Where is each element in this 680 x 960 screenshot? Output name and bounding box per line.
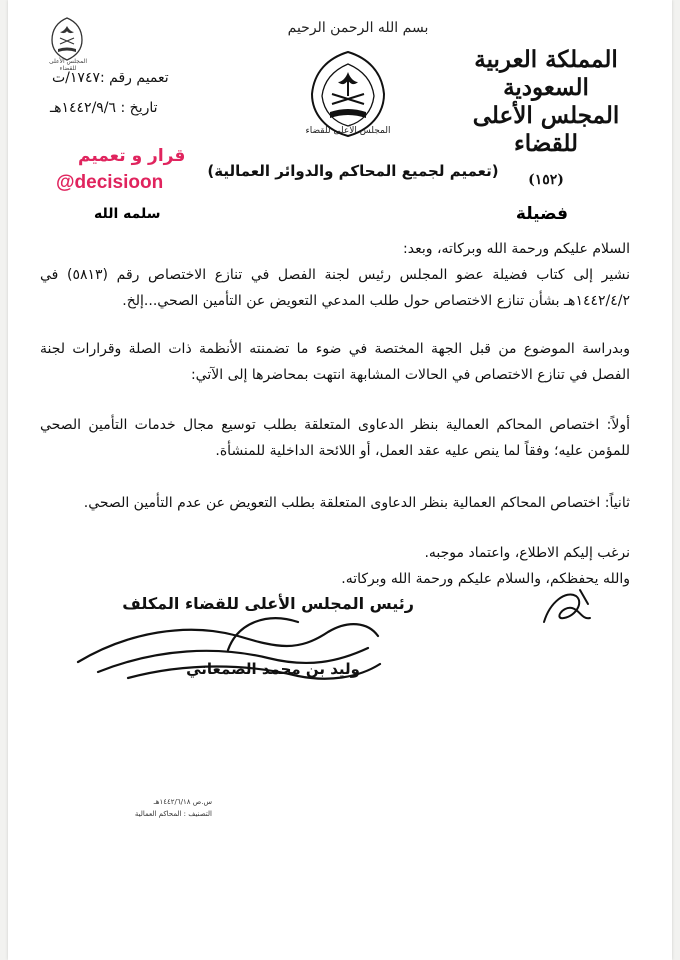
signatory-name: وليد بن محمد الصمعاني <box>186 660 360 678</box>
reference-number: (١٥٢) <box>528 172 564 188</box>
footer-ref: س.ص ١٤٤٢/٦/١٨هـ <box>153 798 212 806</box>
initials-mark <box>536 582 596 632</box>
watermark-title: قرار و تعميم <box>78 146 186 166</box>
emblem-caption: المجلس الأعلى للقضاء <box>305 126 391 136</box>
circular-date: تاريخ : ١٤٤٢/٩/٦هـ <box>50 100 158 116</box>
small-emblem-icon <box>48 16 86 62</box>
item-first: أولاً: اختصاص المحاكم العمالية بنظر الدعاوى المتعلقة بطلب توسيع مجال خدمات التأمين الصحي للمؤمن عليه؛ وفقاً لما ينص عليه عقد العمل، أو اللائحة الداخلية للمنشأة. <box>40 417 630 459</box>
greeting: السلام عليكم ورحمة الله وبركاته، وبعد: <box>403 241 630 257</box>
closing-greeting: والله يحفظكم، والسلام عليكم ورحمة الله وبركاته. <box>341 571 630 587</box>
honorific: فضيلة <box>515 204 568 224</box>
footer-notes <box>52 796 212 820</box>
circular-number: تعميم رقم :١٧٤٧/ت <box>52 70 169 86</box>
circular-heading: (تعميم لجميع المحاكم والدوائر العمالية) <box>207 162 499 180</box>
closing-request: نرغب إليكم الاطلاع، واعتماد موجبه. <box>424 545 630 561</box>
item-second: ثانياً: اختصاص المحاكم العمالية بنظر الدعاوى المتعلقة بطلب التعويض عن عدم التأمين الصحي. <box>83 495 630 511</box>
small-emblem-caption: المجلس الأعلى للقضاء <box>48 58 88 72</box>
paragraph-reference: نشير إلى كتاب فضيلة عضو المجلس رئيس لجنة الفصل في تنازع الاختصاص رقم (٥٨١٣) في ١٤٤٢/٤/٢هـ بشأن تنازع الاختصاص حول طلب المدعي التعويض عن التأمين الصحي...إلخ. <box>40 267 630 309</box>
document-page <box>8 0 672 960</box>
kingdom-name: المملكة العربية السعودية <box>474 46 618 101</box>
blessing: سلمه الله <box>94 206 161 222</box>
paragraph-study: وبدراسة الموضوع من قبل الجهة المختصة في ضوء ما تضمنته الأنظمة ذات الصلة وقرارات لجنة الفصل في تنازع الاختصاص في الحالات المشابهة انتهت بمحاضرها إلى الآتي: <box>40 341 630 383</box>
footer-classification: التصنيف : المحاكم العمالية <box>134 810 212 818</box>
watermark-handle: @decisioon <box>56 172 164 193</box>
basmala: بسم الله الرحمن الرحيم <box>287 20 429 36</box>
signatory-title: رئيس المجلس الأعلى للقضاء المكلف <box>122 594 414 613</box>
council-name: المجلس الأعلى للقضاء <box>472 102 620 157</box>
